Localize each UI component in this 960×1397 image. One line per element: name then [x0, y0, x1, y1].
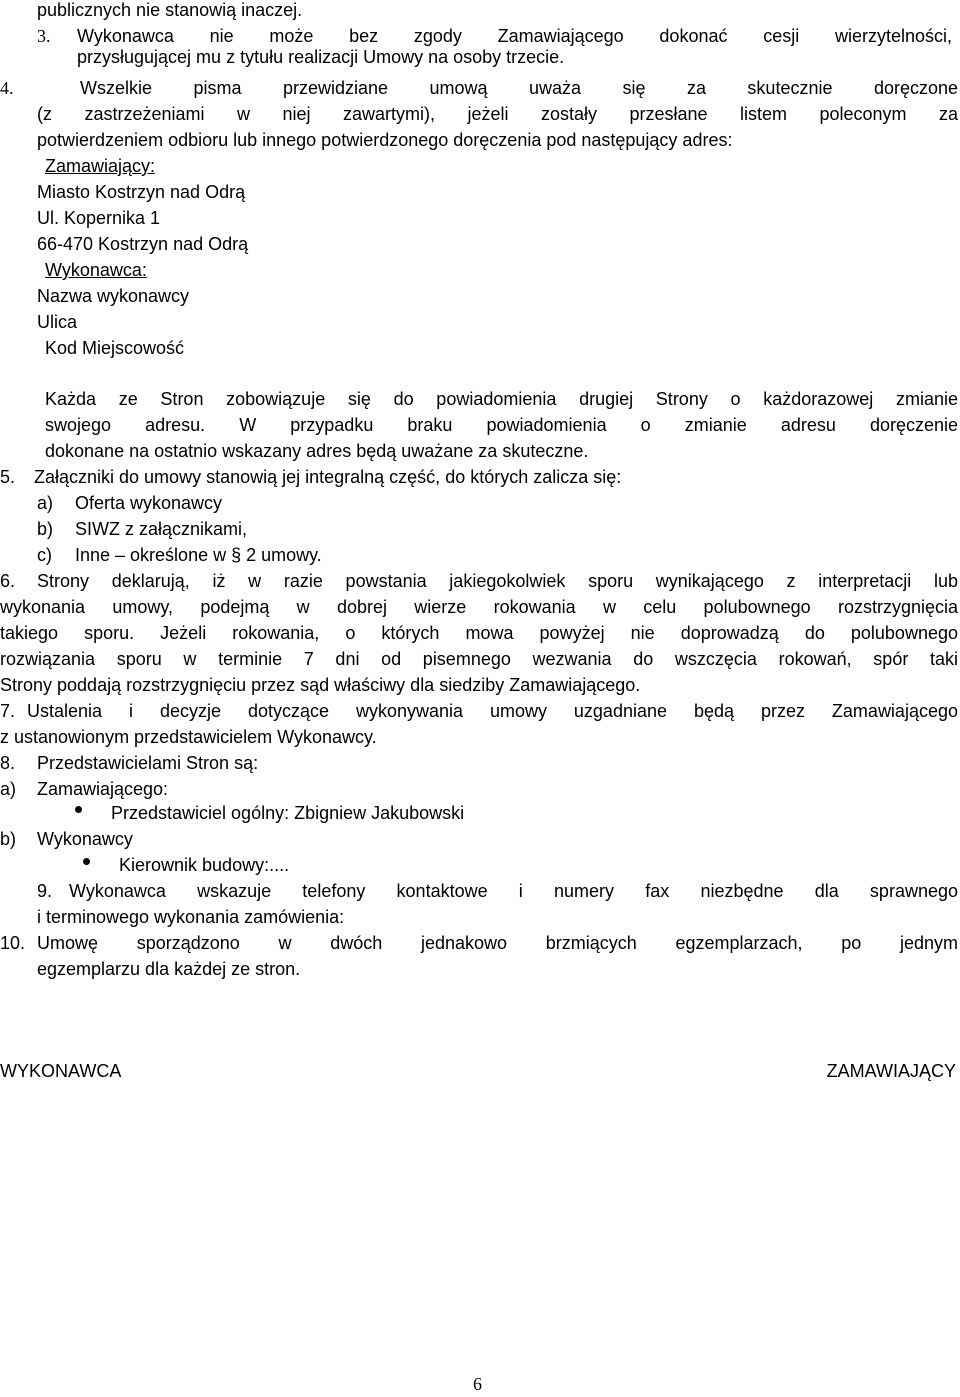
item-6-line-5: Strony poddają rozstrzygnięciu przez sąd właściwy dla siedziby Zamawiającego. [0, 675, 641, 695]
item-5-number: 5. [0, 467, 16, 487]
continuation-text: publicznych nie stanowią inaczej. [37, 0, 303, 20]
item-10-line-2: egzemplarzu dla każdej ze stron. [37, 959, 301, 979]
contractor-address-line: Kod Miejscowość [45, 338, 185, 358]
item-3-line-2: przysługującej mu z tytułu realizacji Umowy na osoby trzecie. [77, 47, 565, 67]
item-4-line-1: Wszelkie pisma przewidziane umową uważa się za skutecznie doręczone [80, 78, 958, 98]
item-6-line-3: takiego sporu. Jeżeli rokowania, o których mowa powyżej nie doprowadzą do polubownego [0, 623, 958, 643]
address-change-notice-line: swojego adresu. W przypadku braku powiadomienia o zmianie adresu doręczenie [45, 415, 958, 435]
attachment-item: SIWZ z załącznikami, [75, 519, 248, 539]
orderer-heading: Zamawiający: [45, 156, 156, 176]
signature-contractor: WYKONAWCA [0, 1061, 122, 1081]
item-3-number: 3. [37, 26, 51, 46]
contractor-heading: Wykonawca: [45, 260, 147, 280]
representative-label: b) [0, 829, 17, 849]
item-10-line-1: Umowę sporządzono w dwóch jednakowo brzmiących egzemplarzach, po jednym [37, 933, 958, 953]
attachment-item: Inne – określone w § 2 umowy. [75, 545, 322, 565]
item-8-text: Przedstawicielami Stron są: [37, 753, 259, 773]
attachment-label: b) [37, 519, 54, 539]
item-4-line-3: potwierdzeniem odbioru lub innego potwierdzonego doręczenia pod następujący adres: [37, 130, 733, 150]
representative-party: Zamawiającego: [37, 779, 169, 799]
item-10-number: 10. [0, 933, 26, 953]
item-7-number: 7. [0, 701, 16, 721]
orderer-address-line: Ul. Kopernika 1 [37, 208, 161, 228]
item-6-number: 6. [0, 571, 16, 591]
page-number: 6 [473, 1374, 482, 1394]
item-6-line-1: Strony deklarują, iż w razie powstania jakiegokolwiek sporu wynikającego z interpretacji lub [37, 571, 958, 591]
attachment-item: Oferta wykonawcy [75, 493, 223, 513]
item-6-line-2: wykonania umowy, podejmą w dobrej wierze rokowania w celu polubownego rozstrzygnięcia [0, 597, 958, 617]
item-7-line-1: Ustalenia i decyzje dotyczące wykonywania umowy uzgadniane będą przez Zamawiającego [27, 701, 958, 721]
representative-name: Przedstawiciel ogólny: Zbigniew Jakubowski [111, 803, 465, 823]
item-9-line-2: i terminowego wykonania zamówienia: [37, 907, 345, 927]
representative-party: Wykonawcy [37, 829, 133, 849]
item-5-text: Załączniki do umowy stanowią jej integralną część, do których zalicza się: [34, 467, 622, 487]
signature-orderer: ZAMAWIAJĄCY [826, 1061, 956, 1081]
item-4-line-2: (z zastrzeżeniami w niej zawartymi), jeżeli zostały przesłane listem poleconym za [37, 104, 958, 124]
item-7-line-2: z ustanowionym przedstawicielem Wykonawcy. [0, 727, 377, 747]
item-9-line-1: Wykonawca wskazuje telefony kontaktowe i numery fax niezbędne dla sprawnego [69, 881, 958, 901]
orderer-address-line: 66-470 Kostrzyn nad Odrą [37, 234, 249, 254]
address-change-notice-line: dokonane na ostatnio wskazany adres będą uważane za skuteczne. [45, 441, 589, 461]
address-change-notice-line: Każda ze Stron zobowiązuje się do powiadomienia drugiej Strony o każdorazowej zmianie [45, 389, 958, 409]
attachment-label: a) [37, 493, 54, 513]
contractor-address-line: Nazwa wykonawcy [37, 286, 190, 306]
representative-label: a) [0, 779, 17, 799]
item-8-number: 8. [0, 753, 16, 773]
item-3-line-1: Wykonawca nie może bez zgody Zamawiającego dokonać cesji wierzytelności, [77, 26, 952, 46]
attachment-label: c) [37, 545, 52, 565]
contractor-address-line: Ulica [37, 312, 78, 332]
bullet-icon [83, 858, 90, 865]
bullet-icon [75, 806, 82, 813]
item-6-line-4: rozwiązania sporu w terminie 7 dni od pisemnego wezwania do wszczęcia rokowań, spór taki [0, 649, 958, 669]
item-4-number: 4. [0, 78, 14, 98]
item-9-number: 9. [37, 881, 53, 901]
orderer-address-line: Miasto Kostrzyn nad Odrą [37, 182, 246, 202]
representative-name: Kierownik budowy:.... [119, 855, 290, 875]
